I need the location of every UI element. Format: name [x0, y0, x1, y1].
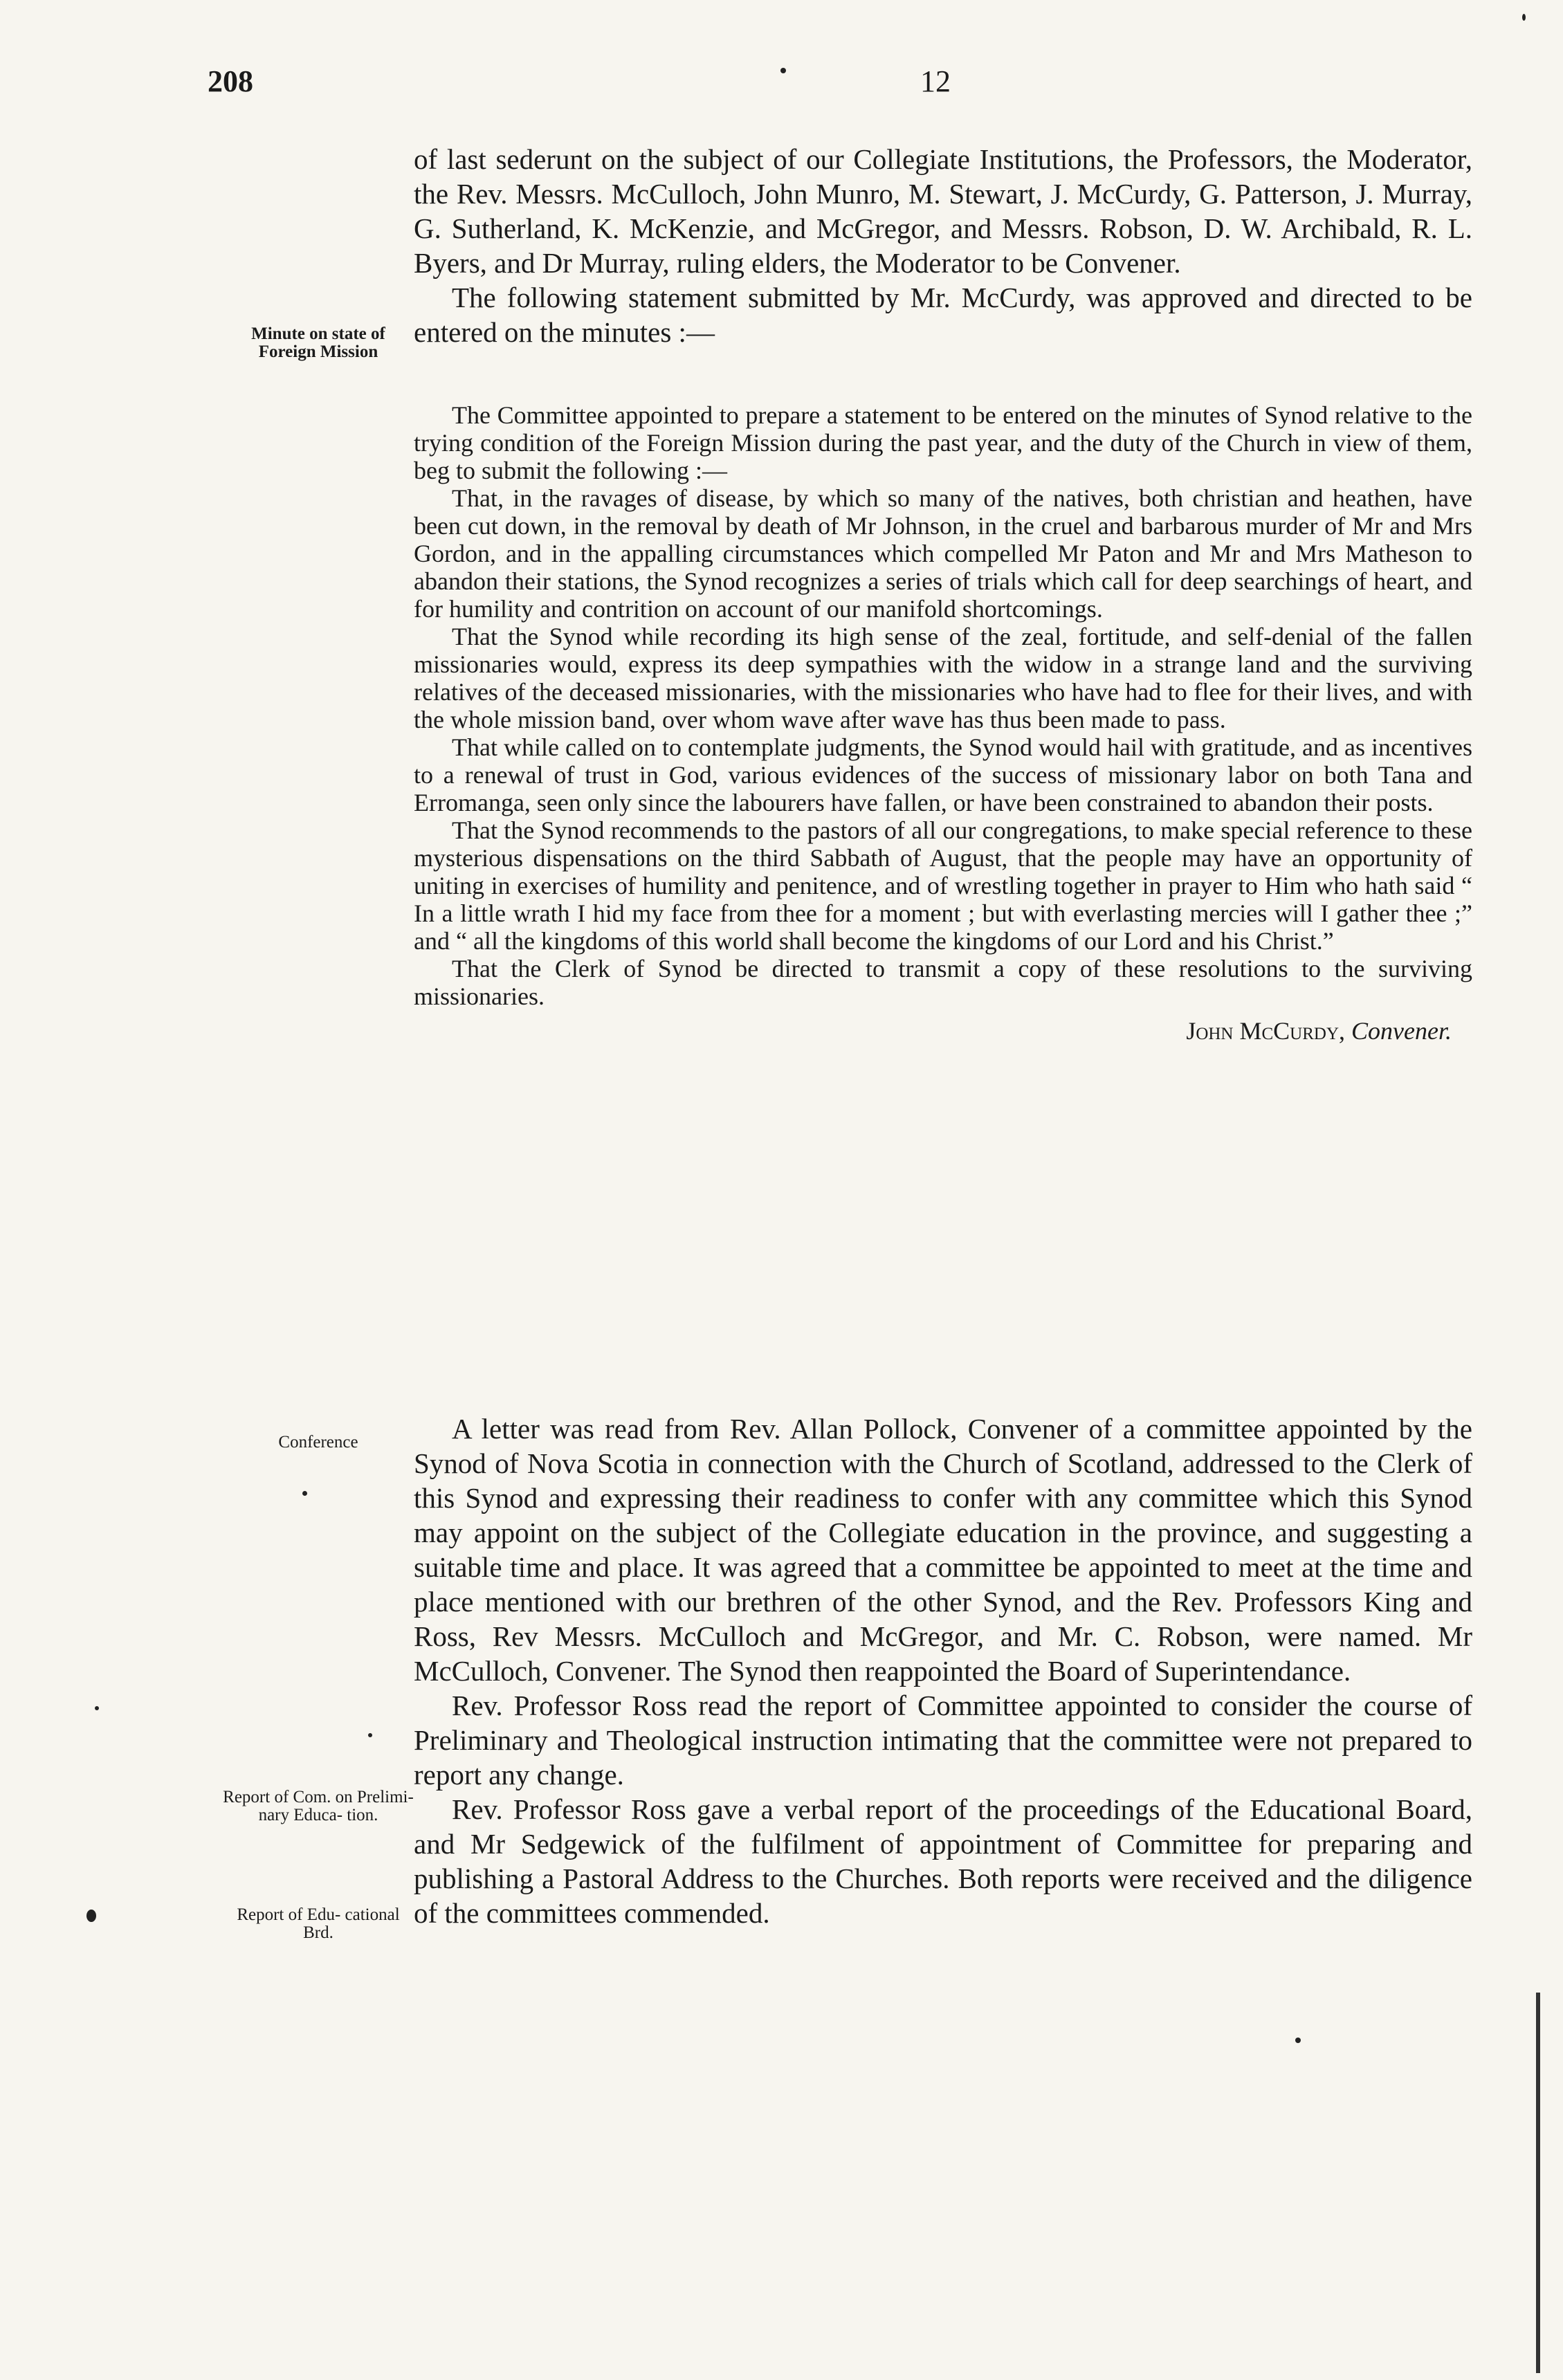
signature-name: John McCurdy,: [1186, 1017, 1346, 1045]
scan-speck: [302, 1491, 307, 1496]
statement-paragraph: That while called on to contemplate judgments, the Synod would hail with gratitude, and as incentives to a renewal of trust in God, various evidences of the success of missionary labor on both Tana and Erromanga, seen only since the labourers have fallen, or have been constrained to abandon their posts.: [414, 733, 1472, 816]
margin-note-report-preliminary: Report of Com. on Prelimi- nary Educa- tion.: [223, 1788, 414, 1824]
margin-note-foreign-mission: Minute on state of Foreign Mission: [251, 324, 385, 361]
scan-speck: [1295, 2038, 1301, 2043]
scan-speck: [86, 1910, 96, 1922]
paragraph-statement-intro: The following statement submitted by Mr. McCurdy, was approved and directed to be entered on the minutes :—: [414, 282, 1472, 348]
margin-note-conference: Conference: [278, 1433, 358, 1452]
signature-line: [414, 1017, 1472, 1045]
statement-paragraph: That the Synod while recording its high sense of the zeal, fortitude, and self-denial of the fallen missionaries would, express its deep sympathies with the widow in a strange land and the surviving relatives of the deceased missionaries, with the missionaries who have had to flee for their lives, and with the whole mission band, over whom wave after wave has thus been made to pass.: [414, 623, 1472, 733]
page-number: 208: [208, 64, 253, 98]
scan-speck: [95, 1706, 99, 1710]
scan-speck: [368, 1733, 372, 1737]
paragraph-committee-list: of last sederunt on the subject of our Collegiate Institutions, the Professors, the Moderator, the Rev. Messrs. McCulloch, John Munro, M. Stewart, J. McCurdy, G. Patterson, J. Murray, G. Sutherland, K. McKenzie, and McGregor, and Messrs. Robson, D. W. Archibald, R. L. Byers, and Dr Murray, ruling elders, the Moderator to be Convener.: [414, 143, 1472, 279]
paragraph-conference-letter: A letter was read from Rev. Allan Pollock, Convener of a committee appointed by the Synod of Nova Scotia in connection with the Church of Scotland, addressed to the Clerk of this Synod and expressing their readiness to confer with any committee which this Synod may appoint on the subject of the Collegiate education in the province, and suggesting a suitable time and place. It was agreed that a committee be appointed to meet at the time and place mentioned with our brethren of the other Synod, and the Rev. Professors King and Ross, Rev Messrs. McCulloch and McGregor, and Mr. C. Robson, were named. Mr McCulloch, Convener. The Synod then reappointed the Board of Superintendance.: [414, 1413, 1472, 1687]
paragraph-preliminary-report: Rev. Professor Ross read the report of Committee appointed to consider the course of Preliminary and Theological instruction intimating that the committee were not prepared to report any change.: [414, 1690, 1472, 1791]
signature-title: Convener.: [1351, 1017, 1452, 1045]
statement-paragraph: The Committee appointed to prepare a statement to be entered on the minutes of Synod relative to the trying condition of the Foreign Mission during the past year, and the duty of the Church in view of them, beg to submit the following :—: [414, 401, 1472, 484]
statement-paragraph: That the Clerk of Synod be directed to transmit a copy of these resolutions to the surviving missionaries.: [414, 955, 1472, 1010]
scan-speck: [1522, 14, 1526, 21]
statement-paragraph: That the Synod recommends to the pastors of all our congregations, to make special reference to these mysterious dispensations on the third Sabbath of August, that the people may have an opportunity of uniting in exercises of humility and penitence, and of wrestling together in prayer to Him who hath said “ In a little wrath I hid my face from thee for a moment ; but with everlasting mercies will I gather thee ;” and “ all the kingdoms of this world shall become the kingdoms of our Lord and his Christ.”: [414, 816, 1472, 955]
quoted-statement: [414, 401, 1472, 1045]
statement-paragraph: That, in the ravages of disease, by which so many of the natives, both christian and heathen, have been cut down, in the removal by death of Mr Johnson, in the cruel and barbarous murder of Mr and Mrs Gordon, and in the appalling circumstances which compelled Mr Paton and Mr and Mrs Matheson to abandon their stations, the Synod recognizes a series of trials which call for deep searchings of heart, and for humility and contrition on account of our manifold shortcomings.: [414, 484, 1472, 623]
signature-number: 12: [920, 64, 951, 98]
scan-edge-shadow: [1536, 1993, 1540, 2373]
scan-speck: [780, 68, 786, 73]
main-text-lower: [414, 1411, 1472, 1930]
paragraph-educational-report: Rev. Professor Ross gave a verbal report of the proceedings of the Educational Board, and Mr Sedgewick of the fulfilment of appointment of Committee for preparing and publishing a Pastoral Address to the Churches. Both reports were received and the diligence of the committees commended.: [414, 1793, 1472, 1929]
margin-note-report-educational: Report of Edu- cational Brd.: [237, 1905, 400, 1942]
main-text-upper: [414, 142, 1472, 349]
